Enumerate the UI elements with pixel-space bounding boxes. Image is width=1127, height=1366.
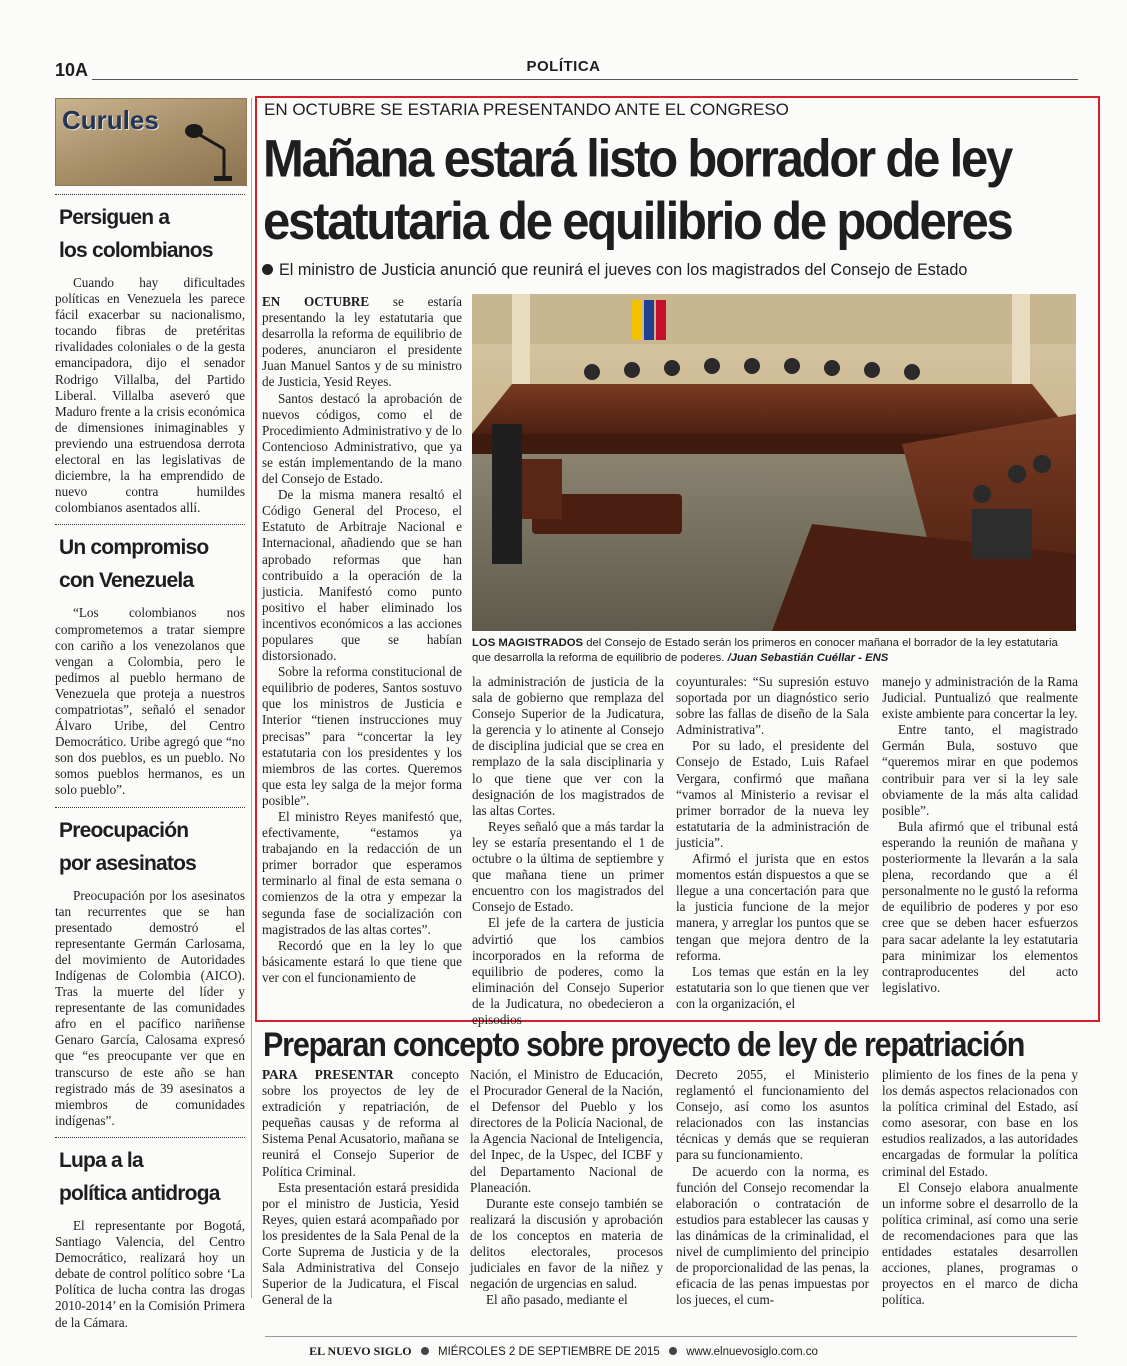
- curules-sidebar: [55, 98, 245, 1330]
- page-number: 10A: [55, 60, 89, 80]
- sidebar-divider: [55, 807, 245, 808]
- sidebar-body: El representante por Bogotá, Santiago Valencia, del Centro Democrático, realizará hoy un debate de control político sobre ‘La Política de lucha contra las drogas 2010-2014’ en la Comisión Primera de la Cámara.: [55, 1217, 245, 1330]
- bullet-icon: [262, 264, 273, 275]
- sidebar-divider: [55, 194, 245, 195]
- sidebar-body: Cuando hay dificultades políticas en Venezuela les parece fácil exacerbar su nacionalismo, tocando fibras de pretéritas rivalidades coloniales o de la gesta emancipadora, dijo el senador Rodrigo Villalba, del Partido Liberal. Villalba aseveró que Maduro frente a la crisis económica de dimensiones inimaginables y previendo una estruendosa derrota electoral en las legislativas de diciembre, la ha emprendido de nuevo contra humildes colombianos asentados allí.: [55, 275, 245, 516]
- article2-headline: Preparan concepto sobre proyecto de ley de repatriación: [263, 1026, 1025, 1065]
- article-paragraph: Sobre la reforma constitucional de equilibrio de poderes, Santos sostuvo que los ministros de Justicia e Interior “tienen instrucciones muy precisas” para “concertar la ley estatutaria con los presidentes y los miembros de las cortes. Queremos que esta ley salga de la mejor forma posible”.: [262, 664, 462, 808]
- courtroom-photo-illustration: [472, 294, 1076, 631]
- sidebar-body: “Los colombianos nos comprometemos a tratar siempre con cariño a los venezolanos que vengan a Colombia, pero le pedimos al pueblo hermano de Venezuela que proteja a nuestros compatriotas”, señaló el senador Álvaro Uribe, del Centro Democrático. Uribe agregó que “no son dos pueblos, es un pueblo. No somos pueblos hermanos, es un solo pueblo”.: [55, 605, 245, 798]
- article-column: [882, 674, 1078, 996]
- article-paragraph: De la misma manera resaltó el Código General del Proceso, el Estatuto de Arbitraje Nacional e Internacional, añadiendo que se han aprobado reformas que han contribuido a la operación de la justicia. Manifestó como punto positivo el haber eliminado los incentivos económicos a las acciones populares que se habían distorsionado.: [262, 487, 462, 664]
- article-deck-text: El ministro de Justicia anunció que reunirá el jueves con los magistrados del Consejo de Estado: [279, 261, 968, 279]
- caption-text: del Consejo de Estado serán los primeros en conocer mañana el borrador de la ley estatutaria que desarrolla la reforma de equilibrio de poderes.: [472, 637, 1058, 664]
- article-paragraph: El ministro Reyes manifestó que, efectivamente, “estamos ya trabajando en la redacción de un primer borrador que esperamos terminarlo al final de esta semana o comienzos de la otra y empezar la segunda fase de socialización con magistrados de las altas cortes”.: [262, 809, 462, 937]
- article-paragraph: [262, 1067, 459, 1180]
- sidebar-heading-line: Lupa a la: [59, 1148, 143, 1172]
- bullet-icon: [421, 1347, 429, 1355]
- lead-in: EN OCTUBRE: [262, 294, 370, 309]
- article-deck: [262, 261, 1092, 280]
- article-headline: Mañana estará listo borrador de ley estatutaria de equilibrio de poderes: [263, 130, 1012, 252]
- footer-date: MIÉRCOLES 2 DE SEPTIEMBRE DE 2015: [438, 1346, 660, 1358]
- page-footer: [0, 1344, 1127, 1359]
- sidebar-heading-line: por asesinatos: [59, 851, 197, 875]
- sidebar-heading-line: Persiguen a: [59, 206, 170, 229]
- article-paragraph: plimiento de los fines de la pena y los demás aspectos relacionados con la política criminal del Estado, así como asesorar, con base en los estudios realizados, a las autoridades encargadas de formular la política criminal del Estado.: [882, 1067, 1078, 1179]
- curules-logo-text: Curules: [62, 105, 159, 135]
- article-paragraph: El Consejo elabora anualmente un informe sobre el desarrollo de la política criminal, así como una serie de recomendaciones para que las entidades estatales desarrollen acciones, planes, programas o proyectos en el marco de dicha política.: [882, 1179, 1078, 1308]
- paragraph-text: concepto sobre los proyectos de ley de extradición y repatriación, de pequeñas causas y de reforma al Sistema Penal Acusatorio, mañana se reunirá el Consejo Superior de Política Criminal.: [262, 1067, 459, 1179]
- article-paragraph: Entre tanto, el magistrado Germán Bula, sostuvo que “queremos mirar en que podemos contribuir para ver si la ley sale obviamente de la más alta calidad posible”.: [882, 722, 1078, 818]
- lead-in: PARA PRESENTAR: [262, 1067, 394, 1082]
- sidebar-heading-line: con Venezuela: [59, 569, 194, 593]
- article-paragraph: la administración de justicia de la sala de gobierno que remplaza del Consejo Superior de la Judicatura, la gerencia y lo atinente al Consejo de disciplina judicial que se crea en remplazo de la sala disciplinaria y lo que tiene que ver con la designación de los magistrados de las altas Cortes.: [472, 674, 664, 818]
- article-column: [472, 674, 664, 1028]
- footer-rule: [265, 1336, 1077, 1337]
- article2-column: [882, 1067, 1078, 1308]
- article-paragraph: manejo y administración de la Rama Judicial. Puntualizó que realmente existe ambiente para concertar la ley.: [882, 674, 1078, 722]
- article-paragraph: Nación, el Ministro de Educación, el Procurador General de la Nación, el Defensor del Pueblo y los directores de la Policía Nacional, de la Agencia Nacional de Inteligencia, del Inpec, de la Uspec, del ICBF y del Departamento Nacional de Planeación.: [470, 1067, 663, 1195]
- sidebar-heading-line: política antidroga: [59, 1181, 220, 1205]
- article-paragraph: Santos destacó la aprobación de nuevos códigos, como el de Procedimiento Administrativo y de lo Contencioso Administrativo, que ya se están implementando de la mano del Consejo de Estado.: [262, 390, 462, 487]
- article-paragraph: De acuerdo con la norma, es función del Consejo recomendar la elaboración o contratación de estudios para establecer las causas y las dinámicas de la criminalidad, el nivel de cumplimiento del principio de proporcionalidad de las penas, la eficacia de las penas impuestas por los jueces, el cum-: [676, 1163, 869, 1308]
- photo-caption: [472, 636, 1076, 666]
- sidebar-heading-line: Preocupación: [59, 818, 189, 842]
- article-paragraph: Reyes señaló que a más tardar la ley se estaría presentando el 1 de octubre o la última de septiembre y que mañana tiene un primer encuentro con los magistrados del Consejo de Estado.: [472, 818, 664, 915]
- footer-website: www.elnuevosiglo.com.co: [686, 1346, 818, 1358]
- article-kicker: EN OCTUBRE SE ESTARIA PRESENTANDO ANTE EL CONGRESO: [264, 100, 789, 119]
- article2-column: [262, 1067, 459, 1308]
- sidebar-divider: [55, 524, 245, 525]
- sidebar-heading-line: los colombianos: [59, 239, 213, 262]
- caption-lead: LOS MAGISTRADOS: [472, 637, 584, 649]
- article-paragraph: El jefe de la cartera de justicia advirtió que los cambios incorporados en la reforma de equilibrio de poderes, como la eliminación del Consejo Superior de la Judicatura, no obedecieron a episodios: [472, 915, 664, 1027]
- microphone-icon: [184, 119, 232, 183]
- article-paragraph: Esta presentación estará presidida por el ministro de Justicia, Yesid Reyes, quien estará acompañado por los presidentes de la Sala Penal de la Corte Suprema de Justicia y de la Sala Administrativa del Consejo Superior de la Judicatura, el Fiscal General de la: [262, 1179, 459, 1308]
- sidebar-body: Preocupación por los asesinatos tan recurrentes que se han presentado demostró el representante Germán Carlosama, del movimiento de Autoridades Indígenas de Colombia (AICO). Tras la muerte del líder y representante de las comunidades afro en el pacífico nariñense Genaro García, Calosama expresó que “es preocupante ver que en transcurso de este año se han registrado más de 39 asesinatos a miembros de comunidades indígenas”.: [55, 887, 245, 1128]
- sidebar-divider: [55, 1137, 245, 1138]
- article-paragraph: Durante este consejo también se realizará la discusión y aprobación de los conceptos en materia de delitos electorales, procesos judiciales en favor de la niñez y negación de urgencias en salud.: [470, 1195, 663, 1292]
- footer-brand: EL NUEVO SIGLO: [309, 1344, 412, 1358]
- column-divider: [251, 98, 252, 1298]
- curules-logo: [55, 98, 247, 186]
- article-paragraph: El año pasado, mediante el: [486, 1292, 628, 1308]
- article-paragraph: Afirmó el jurista que en estos momentos están dispuestos a que se llegue a una concertación para que la justicia funcione de la mejor manera, y arreglar los puntos que se tengan que mejora dentro de la reforma.: [676, 851, 869, 963]
- article-paragraph: Recordó que en la ley lo que básicamente estará lo que tiene que ver con el funcionamiento de: [262, 937, 462, 985]
- section-title: POLÍTICA: [526, 58, 601, 75]
- article-paragraph: Por su lado, el presidente del Consejo de Estado, Luis Rafael Vergara, confirmó que mañana “vamos al Ministerio a revisar el primer borrador de la nueva ley estatutaria de la administración de justicia”.: [676, 738, 869, 850]
- article2-column: [676, 1067, 869, 1308]
- article-paragraph: Los temas que están en la ley estatutaria son lo que tienen que ver con la organización, el: [676, 963, 869, 1011]
- sidebar-heading: [59, 1144, 245, 1210]
- sidebar-heading: [59, 814, 245, 880]
- article-paragraph: Bula afirmó que el tribunal está esperando la reunión de mañana y posteriormente la llevarán a la sala plena, recordando que a él personalmente no le gustó la reforma de equilibrio de poderes y por eso cree que se deben hacer esfuerzos para sacar adelante la ley estatutaria para minimizar los elementos contraproducentes del acto legislativo.: [882, 818, 1078, 995]
- sidebar-heading: [59, 201, 245, 267]
- header-rule: [92, 79, 1078, 80]
- sidebar-heading-line: Un compromiso: [59, 536, 209, 560]
- article-column: [676, 674, 869, 1012]
- article2-column: [470, 1067, 663, 1308]
- article-paragraph: coyunturales: “Su supresión estuvo soportada por un diagnóstico serio sobre las fallas de diseño de la Sala Administrativa”.: [676, 674, 869, 738]
- courtroom-photo: [472, 294, 1076, 631]
- photo-credit: /Juan Sebastián Cuéllar - ENS: [727, 652, 889, 664]
- article-column: [262, 294, 462, 986]
- article-paragraph: [262, 294, 462, 391]
- sidebar-heading: [59, 531, 245, 597]
- article-paragraph: Decreto 2055, el Ministerio reglamentó el funcionamiento del Consejo, así como los asuntos relacionados con las instancias técnicas y demás que se requieran para su funcionamiento.: [676, 1067, 869, 1163]
- bullet-icon: [669, 1347, 677, 1355]
- paragraph-text: se estaría presentando la ley estatutaria que desarrolla la reforma de equilibrio de poderes, anunciaron el presidente Juan Manuel Santos y de su ministro de Justicia, Yesid Reyes.: [262, 294, 462, 390]
